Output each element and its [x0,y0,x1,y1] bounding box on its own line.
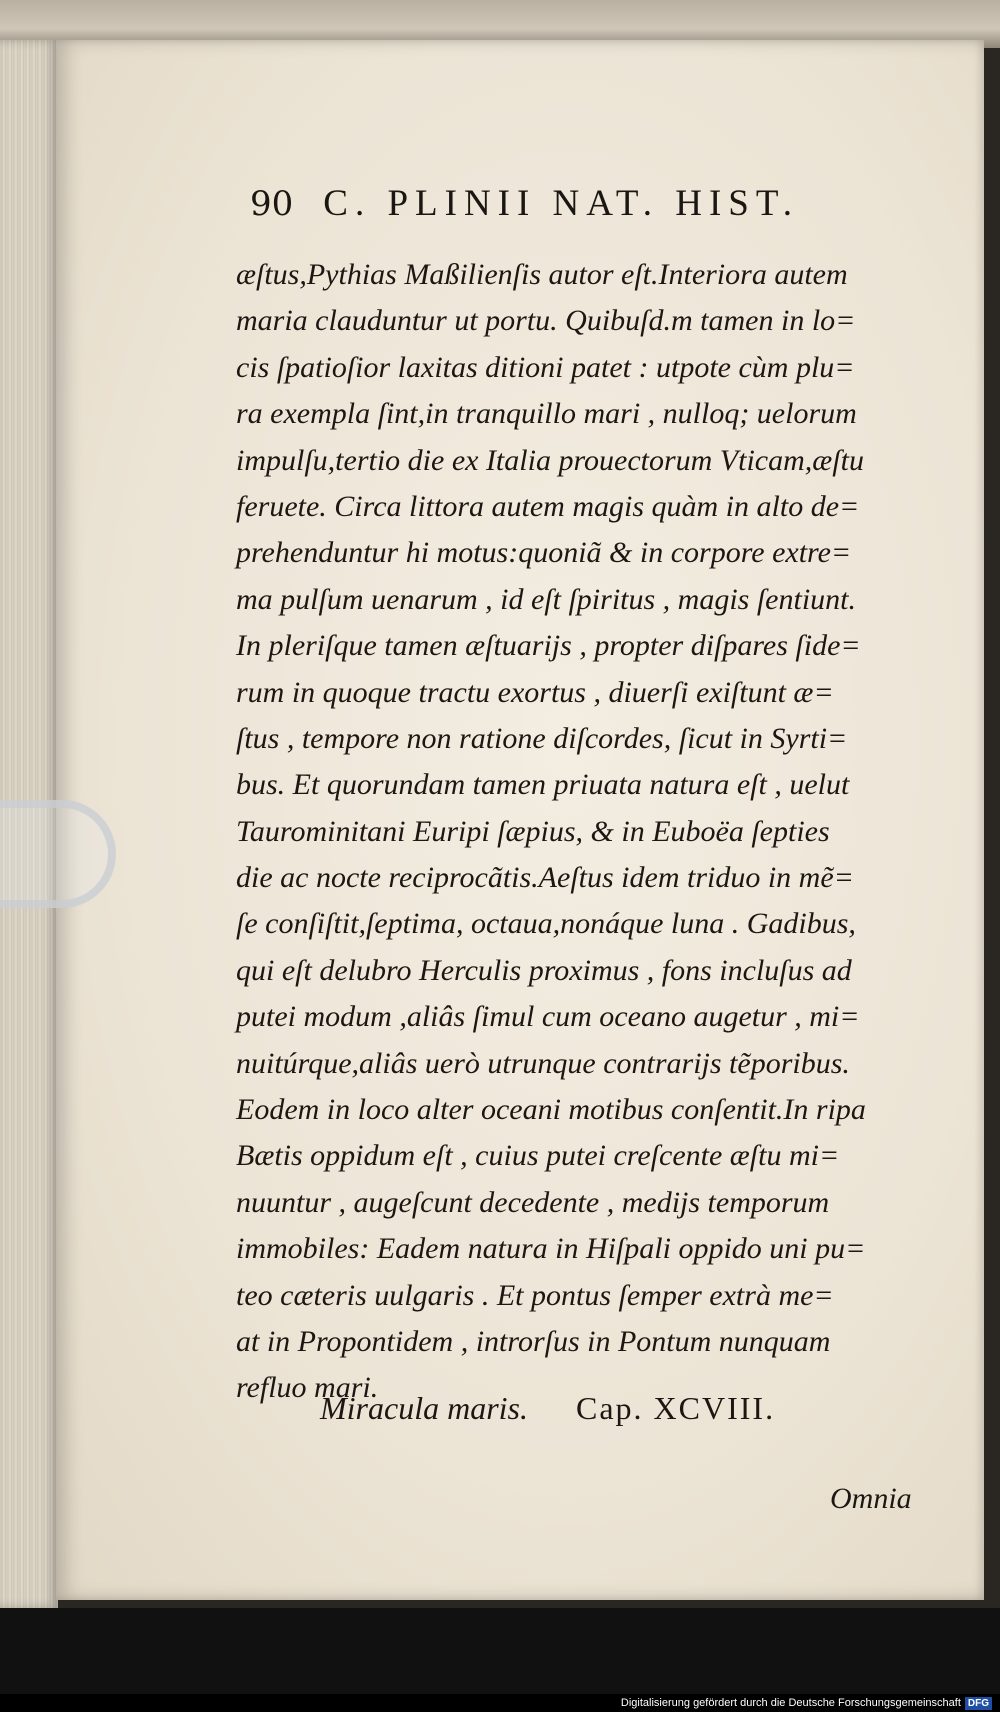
body-text [236,252,926,1412]
page-header [250,182,850,242]
funding-credit: Digitalisierung gefördert durch die Deutsche Forschungsgemeinschaft [620,1697,961,1709]
text-line: cis ſpatioſior laxitas ditioni patet : utpote cùm plu= [236,350,855,384]
text-line: nuuntur , augeſcunt decedente , medijs temporum [236,1185,830,1219]
text-line: ſtus , tempore non ratione diſcordes, ſicut in Syrti= [236,721,848,755]
text-line: die ac nocte reciprocãtis.Aeſtus idem triduo in mẽ= [236,861,854,895]
dfg-logo: DFG [965,1697,992,1710]
text-line: refluo mari. [236,1371,379,1405]
text-line: rum in quoque tractu exortus , diuerſi exiſtunt æ= [236,675,834,709]
text-line: teo cæteris uulgaris . Et pontus ſemper extrà me= [236,1278,834,1312]
text-line: ſe conſiſtit,ſeptima, octaua,nonáque luna . Gadibus, [236,907,856,941]
text-line: immobiles: Eadem natura in Hiſpali oppido uni pu= [236,1232,866,1266]
text-line: bus. Et quorundam tamen priuata natura eſt , uelut [236,768,850,802]
chapter-heading [320,1390,880,1427]
text-line: maria clauduntur ut portu. Quibuſd.m tamen in lo= [236,304,856,338]
text-line: Bætis oppidum eſt , cuius putei creſcente æſtu mi= [236,1139,840,1173]
text-line: at in Propontidem , introrſus in Pontum nunquam [236,1324,831,1358]
text-line: æſtus,Pythias Maßilienſis autor eſt.Interiora autem [236,258,848,291]
chapter-number: Cap. XCVIII. [576,1390,776,1426]
text-line: Eodem in loco alter oceani motibus conſentit.In ripa [236,1093,866,1127]
text-line: nuitúrque,aliâs uerò utrunque contrarijs tẽporibus. [236,1046,850,1080]
text-line: qui eſt delubro Herculis proximus , fons incluſus ad [236,953,852,987]
text-line: ma pulſum uenarum , id eſt ſpiritus , magis ſentiunt. [236,582,856,616]
digitization-footer [0,1694,1000,1712]
catchword: Omnia [830,1482,912,1515]
text-line: impulſu,tertio die ex Italia prouectorum Vticam,æſtu [236,443,864,477]
page-clip [0,800,116,908]
text-line: feruete. Circa littora autem magis quàm in alto de= [236,489,860,523]
text-line: Taurominitani Euripi ſæpius, & in Euboëa ſepties [236,814,830,848]
page-number: 90 [250,184,294,224]
text-line: prehenduntur hi motus:quoniã & in corpore extre= [236,536,852,570]
chapter-title: Miracula maris. [320,1390,528,1426]
text-line: In pleriſque tamen æſtuarijs , propter diſpares ſide= [236,629,861,663]
text-line: ra exempla ſint,in tranquillo mari , nulloq; uelorum [236,397,857,431]
text-line: putei modum ,aliâs ſimul cum oceano augetur , mi= [236,1000,860,1034]
running-title: C. PLINII NAT. HIST. [323,183,799,224]
